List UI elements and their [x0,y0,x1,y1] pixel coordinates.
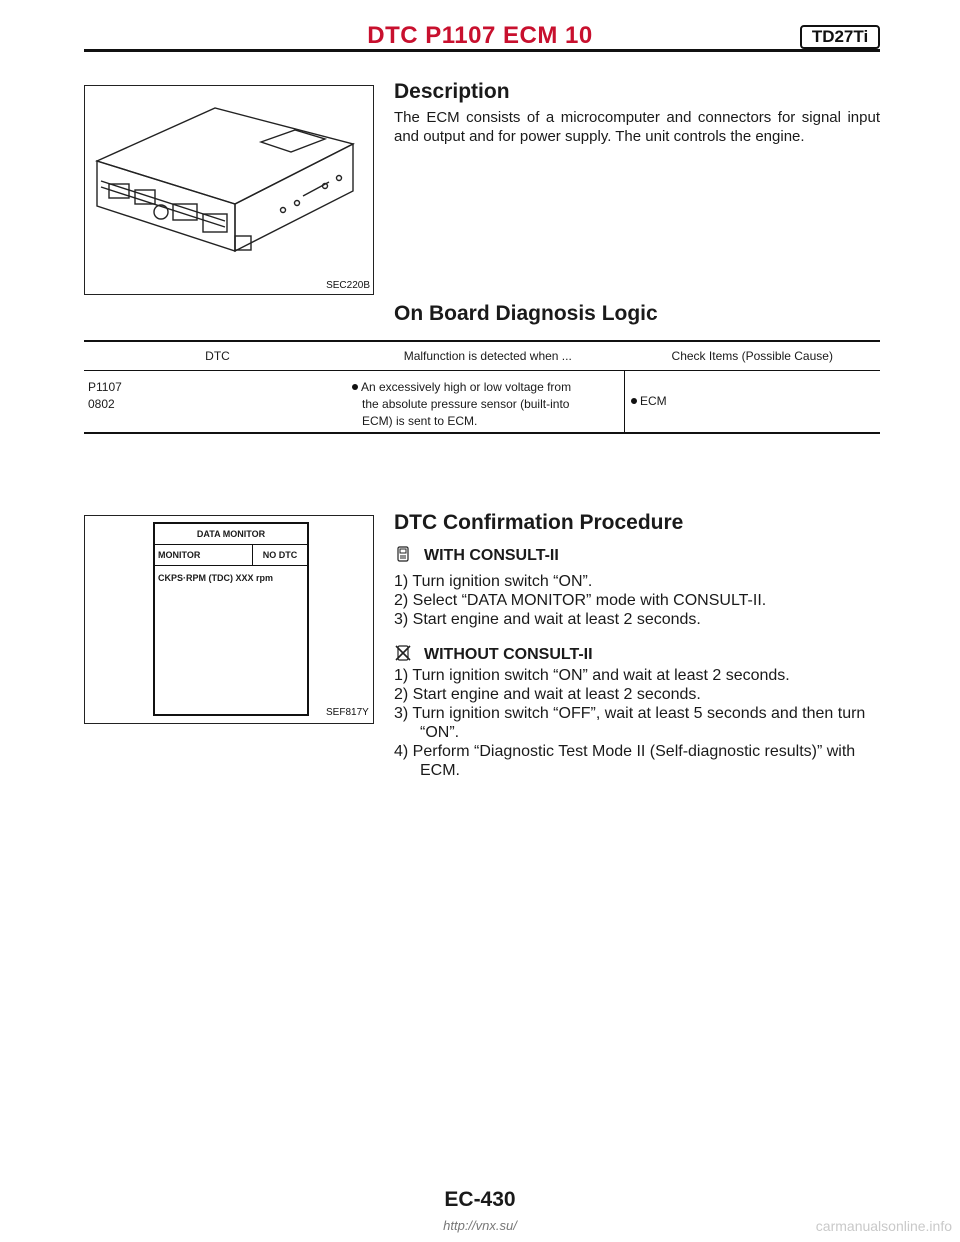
figure-code: SEF817Y [326,707,369,718]
malfunction-line: An excessively high or low voltage from [361,380,572,394]
diagnosis-table [84,340,880,434]
data-monitor-screen [153,522,309,716]
with-consult-step: 3) Start engine and wait at least 2 seconds. [394,611,701,628]
column-header-malfunction: Malfunction is detected when ... [351,341,625,371]
malfunction-cell [351,371,625,434]
without-consult-step-cont: “ON”. [420,724,460,741]
bullet-icon [631,398,637,404]
dtc-code: P1107 [88,380,122,394]
malfunction-line: the absolute pressure sensor (built-into [362,397,570,411]
column-header-check-items: Check Items (Possible Cause) [625,341,881,371]
ecm-illustration [85,86,373,294]
diagnosis-heading: On Board Diagnosis Logic [394,302,658,325]
confirmation-heading: DTC Confirmation Procedure [394,511,684,534]
monitor-column: MONITOR [155,545,253,565]
description-text: The ECM consists of a microcomputer and connectors for signal input and output and for power supply. The unit controls the engine. [394,109,880,145]
dtc-cell [84,371,351,434]
dtc-number: 0802 [88,397,115,411]
without-consult-step: 3) Turn ignition switch “OFF”, wait at least 5 seconds and then turn [394,705,866,722]
check-items-cell [625,371,881,434]
description-heading: Description [394,80,510,103]
check-item: ECM [640,393,667,408]
consult-tool-icon [394,545,412,563]
with-consult-title: WITH CONSULT-II [424,547,559,564]
watermark: carmanualsonline.info [815,1218,952,1234]
source-link[interactable]: http://vnx.su/ [443,1218,517,1233]
without-consult-heading [394,644,593,664]
monitor-header-row [155,545,307,566]
figure-code: SEC220B [326,280,370,291]
without-consult-step-cont: ECM. [420,762,460,779]
page-number: EC-430 [444,1188,516,1211]
monitor-value-row: CKPS·RPM (TDC) XXX rpm [158,573,274,583]
table-row [84,371,880,434]
header-rule [84,49,880,52]
bullet-icon [352,384,358,390]
with-consult-step: 2) Select “DATA MONITOR” mode with CONSULT-II. [394,592,767,609]
no-consult-tool-icon [394,644,412,662]
without-consult-step: 1) Turn ignition switch “ON” and wait at least 2 seconds. [394,667,790,684]
with-consult-step: 1) Turn ignition switch “ON”. [394,573,593,590]
engine-model-badge: TD27Ti [800,25,880,49]
page-title: DTC P1107 ECM 10 [367,22,593,49]
ecm-figure [84,85,374,295]
with-consult-heading [394,545,559,565]
status-column: NO DTC [262,550,298,560]
without-consult-step: 4) Perform “Diagnostic Test Mode II (Self-diagnostic results)” with [394,743,856,760]
column-header-dtc: DTC [84,341,351,371]
without-consult-step: 2) Start engine and wait at least 2 seconds. [394,686,701,703]
monitor-title: DATA MONITOR [155,524,307,545]
malfunction-line: ECM) is sent to ECM. [362,414,478,428]
without-consult-title: WITHOUT CONSULT-II [424,646,593,663]
